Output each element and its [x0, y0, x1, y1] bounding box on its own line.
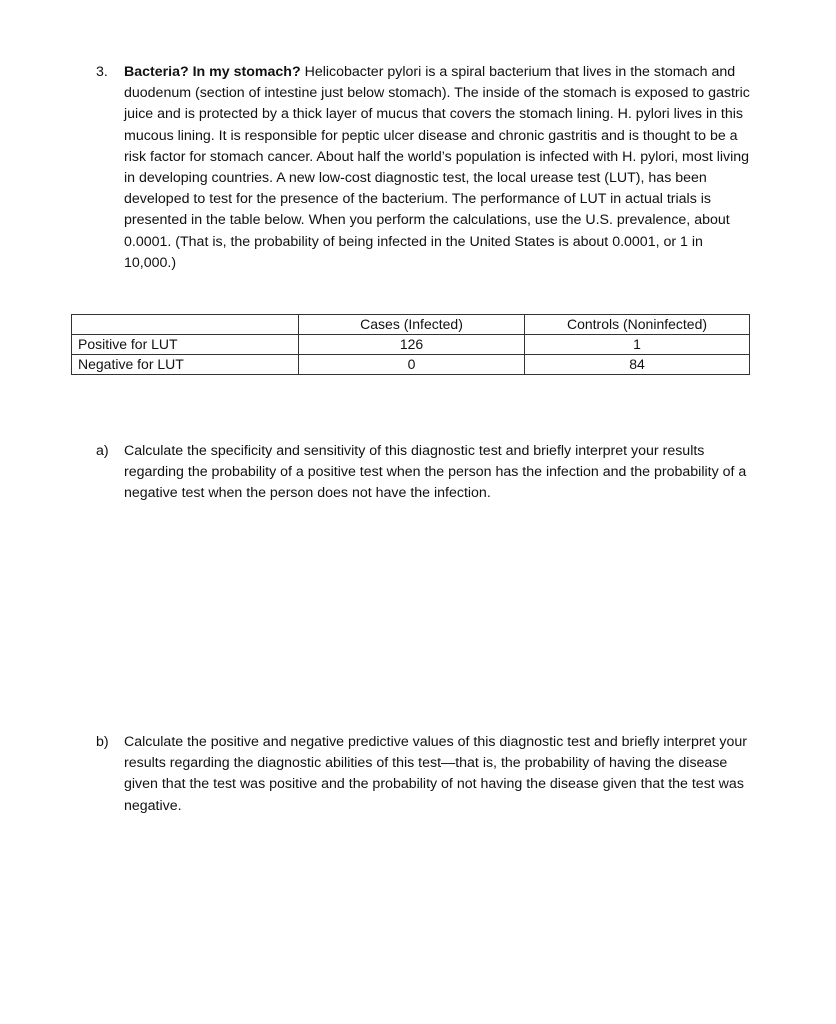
lut-results-table [71, 314, 750, 375]
table-header-cell: Controls (Noninfected) [525, 315, 750, 335]
part-a-text: Calculate the specificity and sensitivity of this diagnostic test and briefly interpret your results regarding the probability of a positive test when the person has the infection and the probability of a negative test when the person does not have the infection. [124, 443, 747, 502]
question-number: 3. [96, 64, 108, 80]
question-text [124, 62, 756, 274]
table-header-cell: Cases (Infected) [299, 315, 525, 335]
question-block [96, 62, 756, 274]
table-cell: 0 [299, 355, 525, 375]
question-title: Bacteria? In my stomach? [124, 64, 301, 80]
table-row-label: Positive for LUT [72, 335, 299, 355]
table-header-row [72, 315, 750, 335]
part-b-label: b) [96, 734, 109, 750]
part-a [96, 441, 756, 505]
table-header-cell [72, 315, 299, 335]
table-cell: 126 [299, 335, 525, 355]
part-a-label: a) [96, 443, 109, 459]
table-cell: 1 [525, 335, 750, 355]
table-cell: 84 [525, 355, 750, 375]
table-row [72, 355, 750, 375]
part-b-text: Calculate the positive and negative predictive values of this diagnostic test and briefly interpret your results regarding the diagnostic abilities of this test—that is, the probability of having the disease given that the test was positive and the probability of not having the disease given that the test was negative. [124, 734, 748, 814]
part-b [96, 732, 756, 817]
table-row-label: Negative for LUT [72, 355, 299, 375]
table-row [72, 335, 750, 355]
question-body: Helicobacter pylori is a spiral bacterium that lives in the stomach and duodenum (section of intestine just below stomach). The inside of the stomach is exposed to gastric juice and is protected by a thick layer of mucus that covers the stomach lining. H. pylori lives in this mucous lining. It is responsible for peptic ulcer disease and chronic gastritis and is thought to be a risk factor for stomach cancer. About half the world’s population is infected with H. pylori, most living in developing countries. A new low-cost diagnostic test, the local urease test (LUT), has been developed to test for the presence of the bacterium. The performance of LUT in actual trials is presented in the table below. When you perform the calculations, use the U.S. prevalence, about 0.0001. (That is, the probability of being infected in the United States is about 0.0001, or 1 in 10,000.) [124, 64, 750, 271]
